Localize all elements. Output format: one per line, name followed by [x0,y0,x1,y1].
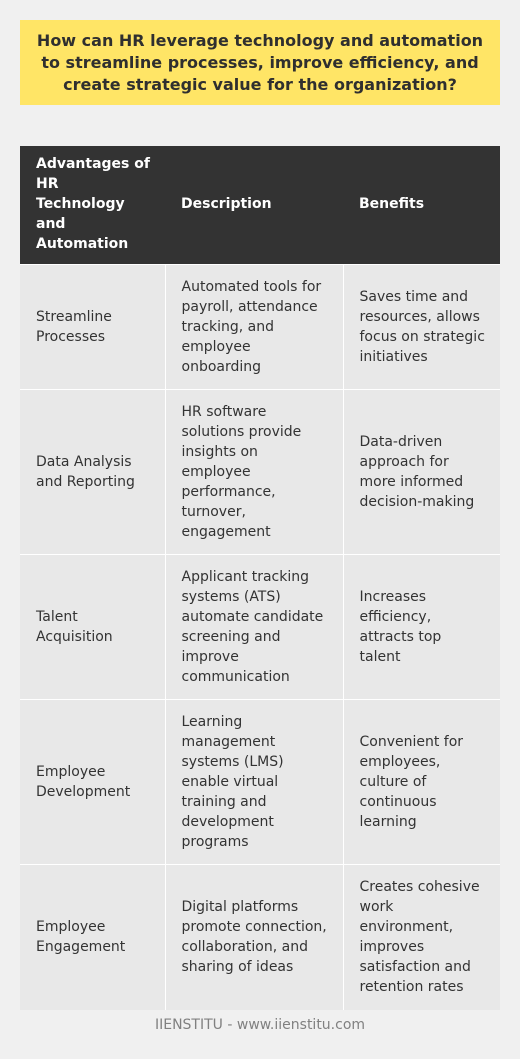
header-description: Description [165,146,343,265]
table-row [20,390,500,555]
table-row [20,265,500,390]
cell-advantage: Employee Development [20,700,165,865]
cell-description: Applicant tracking systems (ATS) automate candidate screening and improve communication [165,555,343,700]
header-advantages: Advantages of HR Technology and Automation [20,146,165,265]
cell-advantage: Employee Engagement [20,865,165,1010]
footer-credit: IIENSTITU - www.iienstitu.com [154,1017,366,1033]
cell-description: Learning management systems (LMS) enable virtual training and development programs [165,700,343,865]
cell-advantage: Streamline Processes [20,265,165,390]
table-row [20,700,500,865]
cell-benefits: Creates cohesive work environment, improves satisfaction and retention rates [343,865,500,1010]
question-box [20,20,500,105]
cell-description: Automated tools for payroll, attendance tracking, and employee onboarding [165,265,343,390]
question-text: How can HR leverage technology and automation to streamline processes, improve efficiency, and create strategic value for the organization? [36,30,484,94]
cell-advantage: Talent Acquisition [20,555,165,700]
table-header-row [20,146,500,265]
cell-benefits: Data-driven approach for more informed decision-making [343,390,500,555]
cell-benefits: Convenient for employees, culture of continuous learning [343,700,500,865]
table-row [20,865,500,1010]
table-row [20,555,500,700]
cell-description: Digital platforms promote connection, collaboration, and sharing of ideas [165,865,343,1010]
cell-advantage: Data Analysis and Reporting [20,390,165,555]
cell-benefits: Increases efficiency, attracts top talent [343,555,500,700]
cell-benefits: Saves time and resources, allows focus on strategic initiatives [343,265,500,390]
hr-technology-table [20,146,500,1010]
cell-description: HR software solutions provide insights on employee performance, turnover, engagement [165,390,343,555]
header-benefits: Benefits [343,146,500,265]
